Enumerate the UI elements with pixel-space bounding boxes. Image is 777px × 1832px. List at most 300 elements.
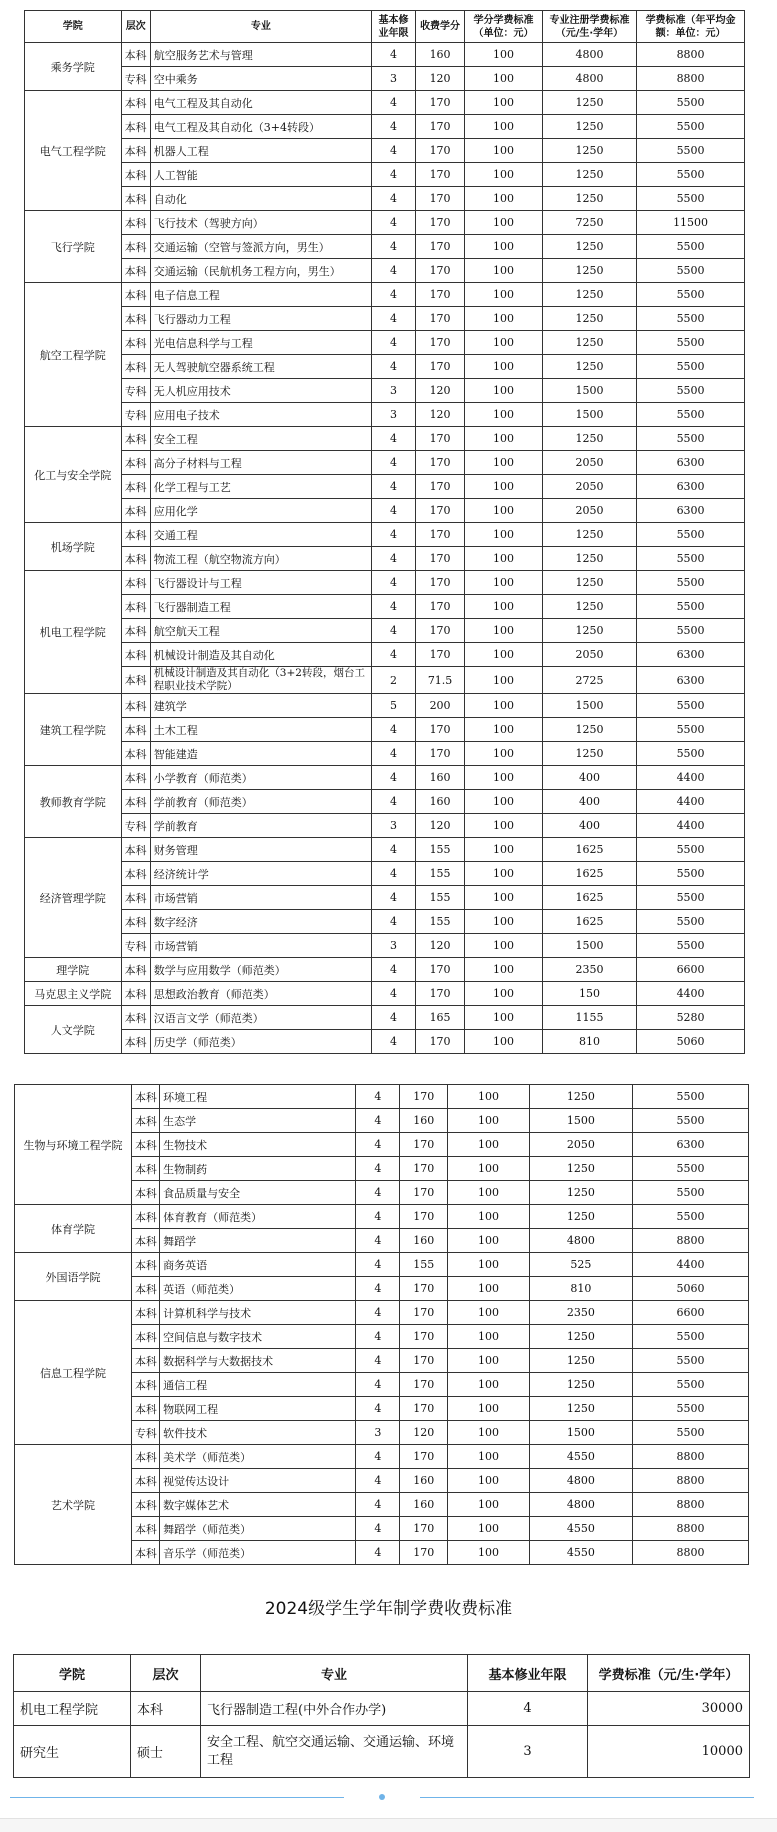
table-row <box>25 307 745 331</box>
credits-cell: 170 <box>400 1205 448 1229</box>
registration-fee-cell: 1500 <box>542 694 636 718</box>
level-cell: 本科 <box>121 427 150 451</box>
table-row <box>14 1692 750 1726</box>
tuition-cell: 6300 <box>637 667 745 694</box>
tuition-cell: 8800 <box>633 1517 749 1541</box>
table-row <box>25 910 745 934</box>
years-cell: 4 <box>372 235 416 259</box>
header-major: 专业 <box>150 11 371 43</box>
registration-fee-cell: 1250 <box>542 235 636 259</box>
years-cell: 4 <box>372 643 416 667</box>
header-college: 学院 <box>25 11 122 43</box>
level-cell: 本科 <box>121 451 150 475</box>
level-cell: 本科 <box>121 1006 150 1030</box>
bottom-bar <box>0 1818 777 1832</box>
tuition-cell: 6600 <box>637 958 745 982</box>
tuition-cell: 4400 <box>637 790 745 814</box>
header-credits: 收费学分 <box>415 11 464 43</box>
credits-cell: 170 <box>415 742 464 766</box>
years-cell: 3 <box>372 67 416 91</box>
years-cell: 4 <box>372 307 416 331</box>
header-years: 基本修业年限 <box>468 1655 588 1692</box>
credits-cell: 120 <box>415 814 464 838</box>
college-cell: 理学院 <box>25 958 122 982</box>
tuition-cell: 5500 <box>637 163 745 187</box>
registration-fee-cell: 4800 <box>542 67 636 91</box>
level-cell: 本科 <box>131 1085 159 1109</box>
level-cell: 本科 <box>121 211 150 235</box>
tuition-cell: 6300 <box>633 1133 749 1157</box>
major-cell: 飞行器制造工程(中外合作办学) <box>201 1692 468 1726</box>
registration-fee-cell: 1625 <box>542 910 636 934</box>
level-cell: 本科 <box>131 1349 159 1373</box>
years-cell: 4 <box>372 1006 416 1030</box>
credit-fee-cell: 100 <box>465 163 543 187</box>
tuition-cell: 5500 <box>633 1181 749 1205</box>
credits-cell: 170 <box>400 1157 448 1181</box>
credit-fee-cell: 100 <box>448 1277 529 1301</box>
major-cell: 市场营销 <box>150 934 371 958</box>
major-cell: 自动化 <box>150 187 371 211</box>
years-cell: 4 <box>372 1030 416 1054</box>
tuition-cell: 5500 <box>637 547 745 571</box>
major-cell: 生物制药 <box>160 1157 356 1181</box>
major-cell: 小学教育（师范类） <box>150 766 371 790</box>
credits-cell: 170 <box>415 259 464 283</box>
registration-fee-cell: 810 <box>529 1277 632 1301</box>
level-cell: 本科 <box>131 1469 159 1493</box>
credit-fee-cell: 100 <box>465 934 543 958</box>
table-row <box>25 934 745 958</box>
credits-cell: 200 <box>415 694 464 718</box>
college-cell: 外国语学院 <box>15 1253 132 1301</box>
years-cell: 4 <box>372 427 416 451</box>
major-cell: 数学与应用数学（师范类） <box>150 958 371 982</box>
credits-cell: 170 <box>400 1325 448 1349</box>
credit-fee-cell: 100 <box>465 766 543 790</box>
registration-fee-cell: 1500 <box>529 1109 632 1133</box>
tuition-cell: 5500 <box>633 1421 749 1445</box>
college-cell: 电气工程学院 <box>25 91 122 211</box>
level-cell: 本科 <box>131 1109 159 1133</box>
header-college: 学院 <box>14 1655 131 1692</box>
registration-fee-cell: 1250 <box>529 1373 632 1397</box>
major-cell: 安全工程、航空交通运输、交通运输、环境工程 <box>201 1726 468 1778</box>
level-cell: 专科 <box>121 934 150 958</box>
major-cell: 汉语言文学（师范类） <box>150 1006 371 1030</box>
level-cell: 本科 <box>121 667 150 694</box>
tuition-cell: 6600 <box>633 1301 749 1325</box>
registration-fee-cell: 2050 <box>542 643 636 667</box>
registration-fee-cell: 2050 <box>542 499 636 523</box>
registration-fee-cell: 1625 <box>542 862 636 886</box>
college-cell: 马克思主义学院 <box>25 982 122 1006</box>
registration-fee-cell: 1250 <box>542 571 636 595</box>
registration-fee-cell: 1250 <box>529 1349 632 1373</box>
credits-cell: 120 <box>415 403 464 427</box>
level-cell: 本科 <box>131 1253 159 1277</box>
years-cell: 4 <box>372 91 416 115</box>
table-row <box>25 982 745 1006</box>
table-row <box>25 790 745 814</box>
table-row <box>25 667 745 694</box>
credits-cell: 170 <box>415 619 464 643</box>
years-cell: 4 <box>356 1397 400 1421</box>
tuition-cell: 5500 <box>637 523 745 547</box>
tuition-cell: 8800 <box>633 1541 749 1565</box>
college-cell: 化工与安全学院 <box>25 427 122 523</box>
registration-fee-cell: 1250 <box>529 1157 632 1181</box>
credit-fee-cell: 100 <box>465 910 543 934</box>
years-cell: 4 <box>372 547 416 571</box>
table-row <box>25 838 745 862</box>
registration-fee-cell: 2725 <box>542 667 636 694</box>
major-cell: 飞行器动力工程 <box>150 307 371 331</box>
registration-fee-cell: 1250 <box>542 619 636 643</box>
table-row <box>25 523 745 547</box>
credit-fee-cell: 100 <box>465 523 543 547</box>
credit-fee-cell: 100 <box>465 139 543 163</box>
tuition-cell: 4400 <box>637 814 745 838</box>
years-cell: 4 <box>356 1469 400 1493</box>
footer-dot <box>379 1794 385 1800</box>
level-cell: 本科 <box>121 307 150 331</box>
years-cell: 3 <box>372 934 416 958</box>
tuition-cell: 30000 <box>588 1692 750 1726</box>
years-cell: 4 <box>372 886 416 910</box>
header-level: 层次 <box>121 11 150 43</box>
credit-fee-cell: 100 <box>465 790 543 814</box>
credit-fee-cell: 100 <box>465 838 543 862</box>
years-cell: 4 <box>372 523 416 547</box>
major-cell: 光电信息科学与工程 <box>150 331 371 355</box>
registration-fee-cell: 2050 <box>542 451 636 475</box>
credit-fee-cell: 100 <box>465 718 543 742</box>
level-cell: 本科 <box>131 1301 159 1325</box>
major-cell: 英语（师范类） <box>160 1277 356 1301</box>
credits-cell: 155 <box>415 838 464 862</box>
registration-fee-cell: 4800 <box>529 1229 632 1253</box>
table-row <box>25 1030 745 1054</box>
table-row <box>25 331 745 355</box>
level-cell: 专科 <box>121 379 150 403</box>
years-cell: 4 <box>468 1692 588 1726</box>
credit-fee-cell: 100 <box>465 814 543 838</box>
college-cell: 信息工程学院 <box>15 1301 132 1445</box>
level-cell: 本科 <box>121 331 150 355</box>
tuition-cell: 5500 <box>637 886 745 910</box>
level-cell: 本科 <box>121 547 150 571</box>
tuition-cell: 5500 <box>637 838 745 862</box>
major-cell: 土木工程 <box>150 718 371 742</box>
fee-table-header-row <box>25 11 745 43</box>
major-cell: 舞蹈学（师范类） <box>160 1517 356 1541</box>
years-cell: 4 <box>356 1277 400 1301</box>
years-cell: 4 <box>372 619 416 643</box>
credits-cell: 160 <box>400 1229 448 1253</box>
credit-fee-cell: 100 <box>465 619 543 643</box>
level-cell: 本科 <box>121 595 150 619</box>
credit-fee-cell: 100 <box>465 742 543 766</box>
credit-fee-cell: 100 <box>465 211 543 235</box>
level-cell: 本科 <box>121 235 150 259</box>
tuition-cell: 5500 <box>637 115 745 139</box>
table-row <box>25 259 745 283</box>
level-cell: 本科 <box>121 694 150 718</box>
years-cell: 4 <box>372 163 416 187</box>
credits-cell: 155 <box>415 910 464 934</box>
section-title-2024: 2024级学生学年制学费收费标准 <box>264 1599 513 1619</box>
footer-divider-right <box>420 1797 754 1798</box>
table-row <box>25 403 745 427</box>
registration-fee-cell: 1250 <box>542 163 636 187</box>
fee-table-2024-header-row <box>14 1655 750 1692</box>
credits-cell: 170 <box>400 1397 448 1421</box>
level-cell: 本科 <box>121 619 150 643</box>
major-cell: 生物技术 <box>160 1133 356 1157</box>
major-cell: 数字媒体艺术 <box>160 1493 356 1517</box>
registration-fee-cell: 4550 <box>529 1517 632 1541</box>
credit-fee-cell: 100 <box>465 1030 543 1054</box>
registration-fee-cell: 400 <box>542 766 636 790</box>
table-row <box>25 595 745 619</box>
credit-fee-cell: 100 <box>448 1301 529 1325</box>
header-major: 专业 <box>201 1655 468 1692</box>
table-row <box>25 547 745 571</box>
credit-fee-cell: 100 <box>448 1541 529 1565</box>
credits-cell: 170 <box>415 283 464 307</box>
tuition-cell: 4400 <box>633 1253 749 1277</box>
level-cell: 本科 <box>131 1229 159 1253</box>
credit-fee-cell: 100 <box>448 1469 529 1493</box>
college-cell: 乘务学院 <box>25 43 122 91</box>
level-cell: 本科 <box>121 838 150 862</box>
table-row <box>25 571 745 595</box>
registration-fee-cell: 1250 <box>529 1397 632 1421</box>
credit-fee-cell: 100 <box>465 379 543 403</box>
tuition-cell: 5500 <box>633 1397 749 1421</box>
tuition-cell: 5280 <box>637 1006 745 1030</box>
years-cell: 4 <box>356 1133 400 1157</box>
credits-cell: 120 <box>415 379 464 403</box>
registration-fee-cell: 1250 <box>542 331 636 355</box>
years-cell: 4 <box>356 1493 400 1517</box>
fee-table-continued <box>14 1084 749 1565</box>
years-cell: 4 <box>372 571 416 595</box>
years-cell: 4 <box>356 1349 400 1373</box>
years-cell: 4 <box>372 355 416 379</box>
registration-fee-cell: 4800 <box>529 1493 632 1517</box>
credit-fee-cell: 100 <box>465 547 543 571</box>
credits-cell: 170 <box>415 475 464 499</box>
years-cell: 4 <box>356 1541 400 1565</box>
credit-fee-cell: 100 <box>465 259 543 283</box>
credits-cell: 170 <box>415 958 464 982</box>
tuition-cell: 6300 <box>637 643 745 667</box>
fee-table-main-body <box>25 43 745 1054</box>
level-cell: 本科 <box>121 475 150 499</box>
level-cell: 本科 <box>121 958 150 982</box>
registration-fee-cell: 2350 <box>542 958 636 982</box>
major-cell: 空间信息与数字技术 <box>160 1325 356 1349</box>
tuition-cell: 8800 <box>633 1229 749 1253</box>
years-cell: 3 <box>372 403 416 427</box>
credits-cell: 170 <box>400 1349 448 1373</box>
registration-fee-cell: 1250 <box>542 355 636 379</box>
major-cell: 数据科学与大数据技术 <box>160 1349 356 1373</box>
major-cell: 音乐学（师范类） <box>160 1541 356 1565</box>
level-cell: 专科 <box>121 403 150 427</box>
level-cell: 本科 <box>121 643 150 667</box>
credits-cell: 170 <box>400 1133 448 1157</box>
header-tuition-standard: 学费标准（年平均金额：单位：元） <box>637 11 745 43</box>
table-row <box>15 1085 749 1109</box>
registration-fee-cell: 1250 <box>529 1325 632 1349</box>
credits-cell: 155 <box>415 862 464 886</box>
years-cell: 4 <box>372 982 416 1006</box>
credits-cell: 170 <box>400 1373 448 1397</box>
credit-fee-cell: 100 <box>465 451 543 475</box>
level-cell: 本科 <box>131 1373 159 1397</box>
registration-fee-cell: 1250 <box>542 718 636 742</box>
major-cell: 美术学（师范类） <box>160 1445 356 1469</box>
tuition-cell: 5500 <box>633 1373 749 1397</box>
major-cell: 智能建造 <box>150 742 371 766</box>
major-cell: 舞蹈学 <box>160 1229 356 1253</box>
credits-cell: 155 <box>415 886 464 910</box>
years-cell: 4 <box>356 1325 400 1349</box>
major-cell: 化学工程与工艺 <box>150 475 371 499</box>
credit-fee-cell: 100 <box>465 499 543 523</box>
college-cell: 机电工程学院 <box>14 1692 131 1726</box>
years-cell: 4 <box>372 115 416 139</box>
table-row <box>25 886 745 910</box>
credit-fee-cell: 100 <box>465 694 543 718</box>
registration-fee-cell: 1250 <box>542 115 636 139</box>
years-cell: 4 <box>372 499 416 523</box>
tuition-cell: 5500 <box>633 1325 749 1349</box>
registration-fee-cell: 1155 <box>542 1006 636 1030</box>
credits-cell: 170 <box>415 523 464 547</box>
registration-fee-cell: 1500 <box>542 403 636 427</box>
years-cell: 3 <box>356 1421 400 1445</box>
years-cell: 4 <box>356 1205 400 1229</box>
registration-fee-cell: 1500 <box>529 1421 632 1445</box>
credits-cell: 170 <box>400 1301 448 1325</box>
credit-fee-cell: 100 <box>448 1493 529 1517</box>
level-cell: 本科 <box>131 1517 159 1541</box>
major-cell: 人工智能 <box>150 163 371 187</box>
tuition-cell: 6300 <box>637 451 745 475</box>
table-row <box>25 814 745 838</box>
credit-fee-cell: 100 <box>448 1421 529 1445</box>
credit-fee-cell: 100 <box>465 1006 543 1030</box>
years-cell: 3 <box>468 1726 588 1778</box>
credits-cell: 170 <box>415 235 464 259</box>
credit-fee-cell: 100 <box>448 1517 529 1541</box>
major-cell: 应用化学 <box>150 499 371 523</box>
tuition-cell: 5500 <box>633 1157 749 1181</box>
credits-cell: 170 <box>400 1517 448 1541</box>
years-cell: 4 <box>372 43 416 67</box>
registration-fee-cell: 525 <box>529 1253 632 1277</box>
level-cell: 本科 <box>131 1325 159 1349</box>
years-cell: 4 <box>372 790 416 814</box>
header-tuition: 学费标准（元/生·学年） <box>588 1655 750 1692</box>
table-row <box>25 742 745 766</box>
tuition-cell: 5060 <box>633 1277 749 1301</box>
credit-fee-cell: 100 <box>465 283 543 307</box>
table-row <box>25 958 745 982</box>
tuition-cell: 8800 <box>633 1469 749 1493</box>
registration-fee-cell: 7250 <box>542 211 636 235</box>
tuition-cell: 6300 <box>637 499 745 523</box>
credit-fee-cell: 100 <box>448 1157 529 1181</box>
major-cell: 物联网工程 <box>160 1397 356 1421</box>
fee-table-2024 <box>13 1654 750 1778</box>
tuition-cell: 5500 <box>637 862 745 886</box>
credit-fee-cell: 100 <box>465 475 543 499</box>
level-cell: 本科 <box>131 1277 159 1301</box>
credits-cell: 170 <box>415 211 464 235</box>
registration-fee-cell: 1250 <box>542 547 636 571</box>
table-row <box>15 1301 749 1325</box>
tuition-cell: 5500 <box>637 355 745 379</box>
credit-fee-cell: 100 <box>465 403 543 427</box>
years-cell: 4 <box>356 1229 400 1253</box>
level-cell: 专科 <box>121 814 150 838</box>
years-cell: 4 <box>372 910 416 934</box>
level-cell: 本科 <box>131 1397 159 1421</box>
credits-cell: 71.5 <box>415 667 464 694</box>
tuition-cell: 11500 <box>637 211 745 235</box>
college-cell: 教师教育学院 <box>25 766 122 838</box>
credits-cell: 120 <box>415 934 464 958</box>
level-cell: 本科 <box>131 1205 159 1229</box>
college-cell: 体育学院 <box>15 1205 132 1253</box>
level-cell: 本科 <box>131 1445 159 1469</box>
header-years: 基本修业年限 <box>372 11 416 43</box>
years-cell: 4 <box>372 766 416 790</box>
header-level: 层次 <box>131 1655 201 1692</box>
table-row <box>25 643 745 667</box>
registration-fee-cell: 1250 <box>542 523 636 547</box>
registration-fee-cell: 1250 <box>542 283 636 307</box>
table-row <box>25 211 745 235</box>
credit-fee-cell: 100 <box>465 331 543 355</box>
level-cell: 本科 <box>131 1133 159 1157</box>
tuition-cell: 5500 <box>637 403 745 427</box>
years-cell: 4 <box>372 259 416 283</box>
table-row <box>25 43 745 67</box>
credits-cell: 160 <box>400 1109 448 1133</box>
registration-fee-cell: 810 <box>542 1030 636 1054</box>
years-cell: 5 <box>372 694 416 718</box>
credits-cell: 160 <box>415 766 464 790</box>
credits-cell: 120 <box>415 67 464 91</box>
credits-cell: 165 <box>415 1006 464 1030</box>
table-row <box>25 1006 745 1030</box>
credit-fee-cell: 100 <box>465 235 543 259</box>
major-cell: 生态学 <box>160 1109 356 1133</box>
level-cell: 硕士 <box>131 1726 201 1778</box>
tuition-cell: 8800 <box>633 1445 749 1469</box>
credits-cell: 170 <box>415 91 464 115</box>
years-cell: 4 <box>372 211 416 235</box>
tuition-cell: 5500 <box>637 283 745 307</box>
table-row <box>25 427 745 451</box>
major-cell: 飞行器设计与工程 <box>150 571 371 595</box>
